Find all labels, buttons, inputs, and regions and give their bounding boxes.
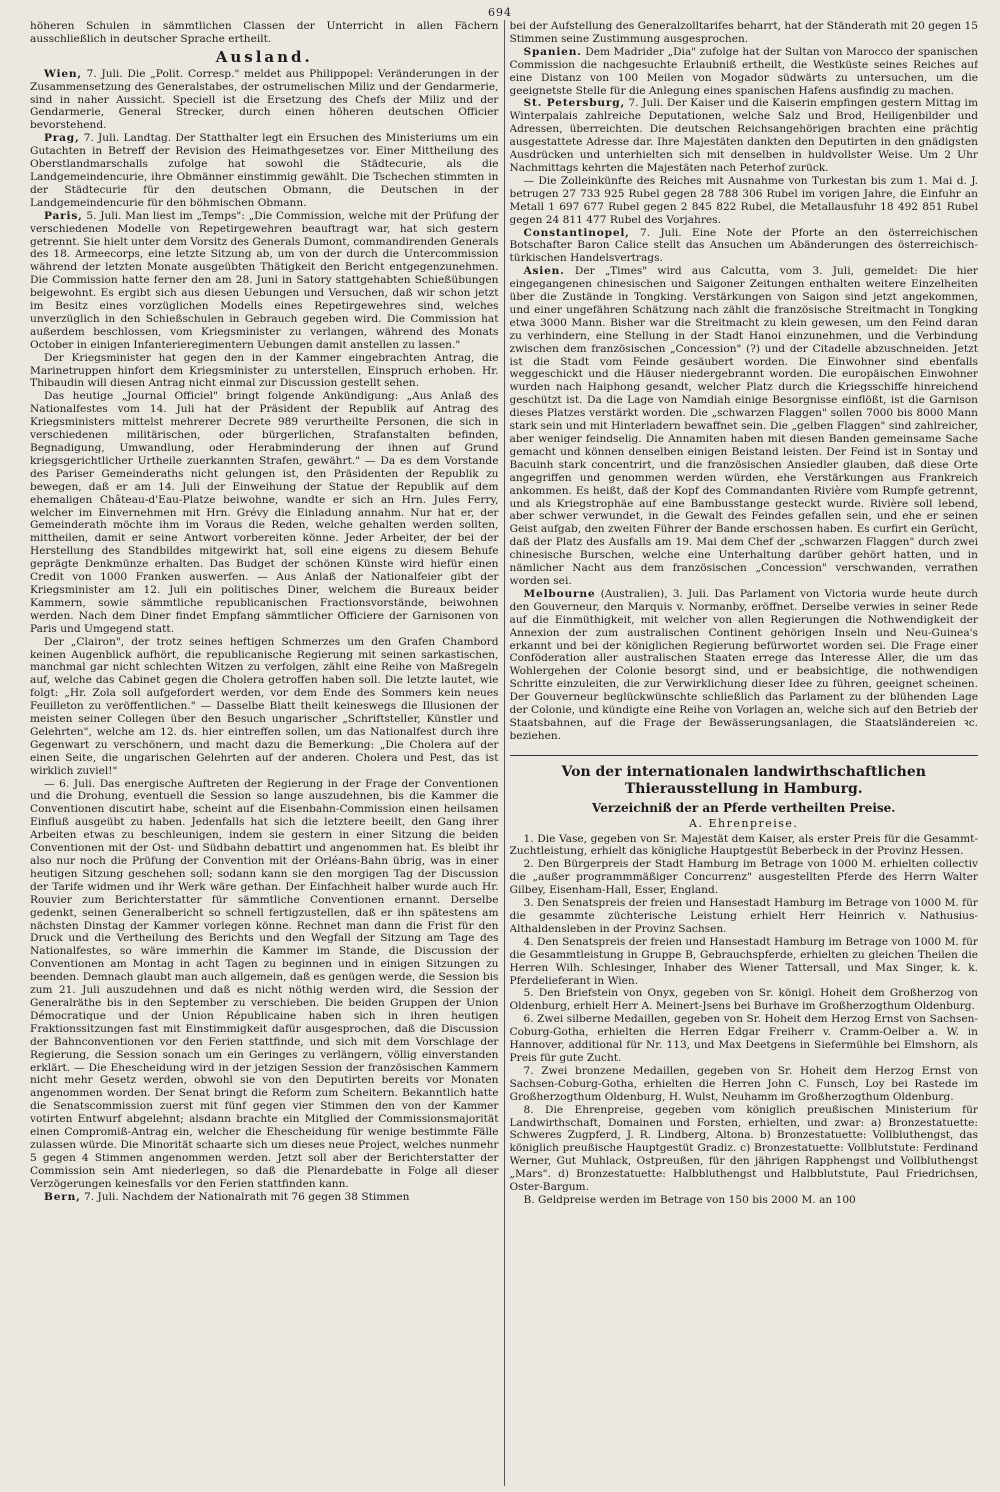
column-rule (504, 20, 505, 1486)
article-text: 7. Juli. Nachdem der Nationalrath mit 76 gegen 38 Stimmen (84, 1190, 410, 1203)
dateline: Bern, (44, 1190, 81, 1203)
page-number: 694 (488, 6, 512, 19)
right-intro: bei der Aufstellung des Generalzolltarifes beharrt, hat der Ständerath mit 20 gegen 15 Stimmen seine Zustimmung ausgesprochen. (509, 20, 978, 45)
dateline: St. Petersburg, (523, 97, 625, 110)
prize-item: 8. Die Ehrenpreise, gegeben vom königlich preußischen Ministerium für Landwirthschaft, Domainen und Forsten, erhielten, und zwar: a) Bronzestatuette: Schweres Zugpferd, J. R. Lindberg, Altona. b) Bronzestatuette: Vollbluthengst, das königlich preußische Hauptgestüt Gradiz. c) Bronzestatuette: Vollblutstute: Ferdinand Werner, Gut Muhlack, Ostpreußen, für den jährigen Rapphengst und Vollbluthengst „Mars". d) Bronzestatuette: Halbbluthengst und Halbblutstute, Paul Friedrichsen, Oster-Bargum. (509, 1103, 978, 1194)
prize-item: 7. Zwei bronzene Medaillen, gegeben von Sr. Hoheit dem Herzog Ernst von Sachsen-Coburg-Gotha, erhielten die Herren John C. Funsch, Loy bei Rastede im Großherzogthum Oldenburg, H. Wulst, Neuhamm im Großherzogthum Oldenburg. (509, 1064, 978, 1103)
article-paragraph (30, 132, 499, 209)
article-text: — Die Zolleinkünfte des Reiches mit Ausnahme von Turkestan bis zum 1. Mai d. J. betrugen 27 733 925 Rubel gegen 28 788 306 Rubel im vorigen Jahre, die Einfuhr an Metall 1 697 677 Rubel gegen 2 845 822 Rubel, die Metallausfuhr 18 492 851 Rubel gegen 24 811 477 Rubel des Vorjahres. (509, 174, 978, 226)
article-paragraph (30, 1191, 499, 1204)
article-text: 5. Juli. Man liest im „Temps": „Die Commission, welche mit der Prüfung der verschiedenen Modelle von Repetirgewehren beauftragt war, hat sich gestern getrennt. Sie hielt unter dem Vorsitz des Generals Dumont, commandirenden Generals des 18. Armeecorps, eine letzte Sitzung ab, um von der durch die Untercommission während der letzten Monate ausgeübten Thätigkeit den Bericht entgegenzunehmen. Die Commission hatte ferner den am 28. Juni in Satory stattgehabten Schießübungen beigewohnt. Es ergibt sich aus diesen Uebungen und Versuchen, daß wir schon jetzt im Besitz eines vorzüglichen Modells eines Repetirgewehres sind, welches unverzüglich in den Schießschulen in Gebrauch gegeben wird. Die Commission hat außerdem beschlossen, vom Kriegsminister zu verlangen, während des Monats October in einigen Infanterieregimentern Uebungen damit anstellen zu lassen." (30, 209, 499, 351)
article-paragraph (510, 46, 979, 98)
article-text: 7. Juli. Eine Note der Pforte an den österreichischen Botschafter Baron Calice stellt das Ansuchen um Abänderungen des österreichisch-türkischen Handelsvertrags. (509, 226, 978, 265)
article-paragraph (30, 778, 499, 1191)
left-intro: höheren Schulen in sämmtlichen Classen der Unterricht in allen Fächern ausschließlich in deutscher Sprache ertheilt. (30, 20, 499, 45)
right-articles (510, 46, 979, 743)
article-paragraph (510, 97, 979, 174)
prize-item: 3. Den Senatspreis der freien und Hansestadt Hamburg im Betrage von 1000 M. für die gesammte züchterische Leistung erhielt Herr Heinrich v. Nathusius-Althaldensleben in der Provinz Sachsen. (509, 897, 978, 935)
article-paragraph (30, 68, 499, 133)
article-paragraph (30, 210, 499, 352)
article-text: 7. Juli. Der Kaiser und die Kaiserin empfingen gestern Mittag im Winterpalais zahlreiche Deputationen, welche Salz und Brod, Heiligenbilder und Adressen, überreichten. Die deutschen Reichsangehörigen brachten eine prächtig ausgestattete Adresse dar. Ihre Majestäten dankten den Deputirten in den gnädigsten Ausdrücken und unterhielten sich mit denselben in huldvollster Weise. Um 2 Uhr Nachmittags kehrten die Majestäten nach Peterhof zurück. (509, 97, 978, 174)
columns (30, 20, 978, 1486)
prize-item: 1. Die Vase, gegeben von Sr. Majestät dem Kaiser, als erster Preis für die Gesammt-Zuchtleistung, erhielt das königliche Hauptgestüt Beberbeck in der Provinz Hessen. (509, 832, 978, 858)
article-text: — 6. Juli. Das energische Auftreten der Regierung in der Frage der Conventionen und die Drohung, eventuell die Session so lange auszudehnen, bis die Kammer die Conventionen discutirt habe, scheint auf die Eisenbahn-Commission einen heilsamen Einfluß ausgeübt zu haben. Jedenfalls hat sich die letztere beeilt, den Gang ihrer Arbeiten etwas zu beschleunigen, indem sie gestern in einer Sitzung die beiden Conventionen mit der Ost- und Südbahn debattirt und angenommen hat. Es bleibt ihr also nur noch die Prüfung der Convention mit der Orléans-Bahn übrig, was in einer heutigen Sitzung geschehen soll; sodann kann sie den morgigen Tag der Discussion der Tarife widmen und ihr Werk wäre gethan. Der Einfachheit halber wurde auch Hr. Rouvier zum Berichterstatter für sämmtliche Conventionen ernannt. Derselbe gedenkt, seinen Generalbericht so schnell fertigzustellen, daß er ihn spätestens am nächsten Dinstag der Kammer vorlegen könne. Rechnet man dann die Frist für den Druck und die Vertheilung des Berichts und den Wegfall der Sitzung am Tage des Nationalfestes, so wäre immerhin die Kammer im Stande, die Discussion der Conventionen am Montag in acht Tagen zu beginnen und in einigen Sitzungen zu beenden. Demnach glaubt man auch allgemein, daß es genügen werde, die Session bis zum 21. Juli auszudehnen und daß es nicht nöthig werden wird, die Session der Generalräthe bis in den September zu verschieben. Die beiden Gruppen der Union Démocratique und der Union Républicaine haben sich in ihren heutigen Fraktionssitzungen fast mit Einstimmigkeit dafür ausgesprochen, daß die Discussion der Bahnconventionen vor den Ferien stattfinde, und sich mit dem Vorschlage der Regierung, die Session sonach um ein Geringes zu verlängern, völlig einverstanden erklärt. — Die Ehescheidung wird in der jetzigen Session der französischen Kammern nicht mehr Gesetz werden, obwohl sie von den Deputirten bereits vor Monaten angenommen worden. Der Senat bringt die Reform zum Scheitern. Bekanntlich hatte die Senatscommission zuerst mit fünf gegen vier Stimmen den von der Kammer votirten Entwurf abgelehnt; alsdann brachte ein Mitglied der Commissionsmajorität einen Compromiß-Antrag ein, welcher die Ehescheidung für wenige bestimmte Fälle zulassen würde. Die Minorität schaarte sich um dieses neue Project, welches nunmehr 5 gegen 4 Stimmen angenommen werden. Jetzt soll aber der Berichterstatter der Commission sein Amt niederlegen, so daß die Plenardebatte in Folge all dieser Verzögerungen keinesfalls vor den Ferien stattfinden kann. (30, 777, 499, 1190)
article-paragraph (510, 227, 979, 266)
article-text: 7. Juli. Die „Polit. Corresp." meldet aus Philippopel: Veränderungen in der Zusammensetzung des Generalstabes, der ostrumelischen Miliz und der Gendarmerie, sind in naher Aussicht. Speciell ist die Ersetzung des Chefs der Miliz und der Gendarmerie, General Strecker, durch einen höheren deutschen Officier bevorstehend. (30, 67, 499, 132)
article-text: Das heutige „Journal Officiel" bringt folgende Ankündigung: „Aus Anlaß des Nationalfestes vom 14. Juli hat der Präsident der Republik auf Antrag des Kriegsministers mittelst mehrerer Decrete 989 verurtheilte Personen, die sich in verschiedenen militärischen, oder bürgerlichen, Strafanstalten befinden, Begnadigung, Umwandlung, oder Herabminderung der ihnen auf Grund kriegsgerichtlicher Urtheile zuerkannten Strafen, gewährt." — Da es dem Vorstande des Pariser Gemeinderaths nicht gelungen ist, den Präsidenten der Republik zu bewegen, daß er am 14. Juli der Einweihung der Statue der Republik auf dem ehemaligen Château-d'Eau-Platze beiwohne, wandte er sich an Hrn. Jules Ferry, welcher im Einvernehmen mit Hrn. Grévy die Einladung annahm. Nur hat er, der Gemeinderath möchte ihm im Voraus die Reden, welche gehalten werden sollten, mittheilen, damit er seine Antwort vorbereiten könne. Jeder Arbeiter, der bei der Herstellung des Standbildes mitgewirkt hat, soll eine eigens zu diesem Behufe geprägte Denkmünze erhalten. Das Budget der schönen Künste wird hiefür einen Credit von 1000 Franken auswerfen. — Aus Anlaß der Nationalfeier gibt der Kriegsminister am 12. Juli ein politisches Diner, welchem die Bureaux beider Kammern, sowie sämmtliche republicanischen Fractionsvorstände, beiwohnen werden. Nach dem Diner findet Empfang sämmtlicher Officiere der Garnisonen von Paris und Umgegend statt. (30, 390, 499, 635)
dateline: Melbourne (523, 587, 596, 600)
dateline: Spanien. (523, 45, 582, 58)
article-paragraph (510, 588, 979, 743)
article-text: Dem Madrider „Dia" zufolge hat der Sultan von Marocco der spanischen Commission die nachgesuchte Erlaubniß ertheilt, die Westküste seines Reiches auf eine Distanz von 100 Meilen von Mogador südwärts zu untersuchen, um die geeignetste Stelle für die Anlegung eines spanischen Hafens ausfindig zu machen. (509, 45, 978, 97)
article-text: Der „Clairon", der trotz seines heftigen Schmerzes um den Grafen Chambord keinen Augenblick aufhört, die republicanische Regierung mit seinen sarkastischen, manchmal gar nicht schlechten Witzen zu verfolgen, zählt eine Reihe von Maßregeln auf, welche das Cabinet gegen die Cholera getroffen haben soll. Die letzte lautet, wie folgt: „Hr. Zola soll aufgefordert werden, vor dem Ende des Sommers kein neues Feuilleton zu veröffentlichen." — Dasselbe Blatt theilt keineswegs die Illusionen der meisten seiner Collegen über den Besuch ungarischer „Schriftsteller, Künstler und Gelehrten", welche am 12. ds. hier eintreffen sollen, um das Nationalfest durch ihre Gegenwart zu verschönern, und macht dazu die Bemerkung: „Die Cholera auf der einen Seite, die ungarischen Gelehrten auf der anderen. Cholera und Pest, das ist wirklich zuviel!" (30, 635, 499, 777)
dateline: Constantinopel, (523, 226, 630, 239)
feature-heading: Von der internationalen landwirthschaftlichen Thierausstellung in Hamburg. (561, 763, 926, 797)
article-paragraph (510, 175, 979, 227)
prize-list (510, 833, 979, 1207)
prize-item: 6. Zwei silberne Medaillen, gegeben von Sr. Hoheit dem Herzog Ernst von Sachsen-Coburg-Gotha, erhielten die Herren Edgar Freiherr v. Cramm-Oelber a. W. in Hannover, additional für Nr. 113, und Max Deetgens in Siefermühle bei Elmshorn, als Preis für gute Zucht. (509, 1013, 978, 1064)
prize-item: B. Geldpreise werden im Betrage von 150 bis 2000 M. an 100 (523, 1193, 856, 1206)
feature-section: A. Ehrenpreise. (689, 816, 799, 830)
section-heading-ausland: Ausland. (215, 47, 313, 66)
dateline: Asien. (523, 265, 565, 278)
article-text: (Australien), 3. Juli. Das Parlament von Victoria wurde heute durch den Gouverneur, den Marquis v. Normanby, eröffnet. Derselbe verwies in seiner Rede auf die Einmüthigkeit, mit welcher von allen Regierungen die Nothwendigkeit der Annexion der zum australischen Continent gehörigen Inseln und Neu-Guinea's erkannt und bei der königlichen Regierung befürwortet worden sei. Die Frage einer Conföderation aller australischen Staaten errege das Interesse Aller, die um das Wohlergehen der Colonie besorgt sind, und er beabsichtige, die nothwendigen Schritte einzuleiten, die zur Verwirklichung dieser Idee zu führen, geeignet scheinen. Der Gouverneur beglückwünschte schließlich das Parlament zu der blühenden Lage der Colonie, und kündigte eine Reihe von Vorlagen an, welche sich auf den Betrieb der Staatsbahnen, auf die Frage der Bewässerungsanlagen, die Staatsländereien ꝛc. beziehen. (509, 587, 978, 742)
article-text: Der „Times" wird aus Calcutta, vom 3. Juli, gemeldet: Die hier eingegangenen chinesischen und Saigoner Zeitungen enthalten weitere Einzelheiten über die Zustände in Tongking. Verstärkungen von Saigon sind jetzt angekommen, und einer ungefähren Schätzung nach zählt die französische Streitmacht in Tongking etwa 3000 Mann. Bisher war die Streitmacht zu klein gewesen, um den Feind daran zu verhindern, eine Stellung in der Stadt Hanoi einzunehmen, und die Verbindung zwischen dem französischen „Concession" (?) und der Citadelle abzuschneiden. Jetzt ist die Stadt vom Feinde gesäubert worden. Die Einwohner sind ebenfalls weggeschickt und die Häuser niedergebrannt worden. Die europäischen Einwohner wurden nach Haiphong gesandt, welcher Platz durch die Kriegsschiffe hinreichend geschützt ist. Da die Lage von Namdiah einige Besorgnisse einflößt, ist die Garnison dieses Platzes verstärkt worden. Die „schwarzen Flaggen" sollen 7000 bis 8000 Mann stark sein und mit Hinterladern bewaffnet sein. Die „gelben Flaggen" sind zahlreicher, aber weniger feindselig. Die Annamiten haben mit diesen Banden gemeinsame Sache gemacht und können denselben einigen Beistand leisten. Der Feind ist in Sontay und Bacuinh stark concentrirt, und die französischen Ansiedler glauben, daß diese Orte angegriffen und genommen werden würden, ehe Verstärkungen aus Frankreich ankommen. Es heißt, daß der Kopf des Commandanten Rivière vom Rumpfe getrennt, und als Kriegstrophäe auf eine Bambusstange gesteckt wurde. Rivière soll lebend, aber schwer verwundet, in die Gewalt des Feindes gefallen sein, und ehe er seinen Geist aufgab, den zweiten Führer der Bande erschossen haben. Es curfirt ein Gerücht, daß der Platz des Ausfalls am 19. Mai dem Chef der „schwarzen Flaggen" durch zwei chinesische Burschen, welche eine Unterhaltung darüber gehört hatten, und in nämlicher Nacht aus dem französischen „Concession" verschwanden, verrathen worden sei. (509, 265, 978, 587)
article-paragraph (510, 265, 979, 588)
prize-item: 5. Den Briefstein von Onyx, gegeben von Sr. königl. Hoheit dem Großherzog von Oldenburg, erhielt Herr A. Meinert-Jsens bei Burhave im Großherzogthum Oldenburg. (509, 987, 978, 1013)
dateline: Wien, (44, 67, 82, 80)
article-paragraph (30, 636, 499, 778)
article-text: Der Kriegsminister hat gegen den in der Kammer eingebrachten Antrag, die Marinetruppen hinfort dem Kriegsminister zu unterstellen, Einspruch erhoben. Hr. Thibaudin will diesen Antrag nicht einmal zur Discussion gestellt sehen. (30, 351, 499, 390)
article-text: 7. Juli. Landtag. Der Statthalter legt ein Ersuchen des Ministeriums um ein Gutachten in Betreff der Revision des Heimathgesetzes vor. Einer Mittheilung des Oberstlandmarschalls zufolge hat sowohl die Städtecurie, als die Landgemeindencurie, ihre Obmänner einstimmig gewählt. Die Tschechen stimmten in der Städtecurie für den deutschen Obmann, die Deutschen in der Landgemeindencurie für den böhmischen Obmann. (30, 132, 499, 209)
prize-item: 4. Den Senatspreis der freien und Hansestadt Hamburg im Betrage von 1000 M. für die Gesammtleistung in Gruppe B, Gebrauchspferde, erhielten zu gleichen Theilen die Herren Wilh. Schlesinger, Inhaber des Wiener Tattersall, und Max Singer, k. k. Pferdelieferant in Wien. (509, 935, 978, 987)
left-column (30, 20, 499, 1486)
dateline: Paris, (44, 209, 83, 222)
left-articles (30, 68, 499, 1204)
prize-item: 2. Den Bürgerpreis der Stadt Hamburg im Betrage von 1000 M. erhielten collectiv die „außer programmmäßiger Concurrenz" ausgestellten Pferde des Herrn Walter Gilbey, Eisenham-Hall, Esser, England. (509, 858, 978, 897)
feature-subheading: Verzeichniß der an Pferde vertheilten Preise. (592, 800, 896, 815)
dateline: Prag, (44, 132, 80, 145)
article-paragraph (30, 390, 499, 635)
section-divider (510, 755, 979, 756)
right-column (510, 20, 979, 1486)
article-paragraph (30, 352, 499, 391)
